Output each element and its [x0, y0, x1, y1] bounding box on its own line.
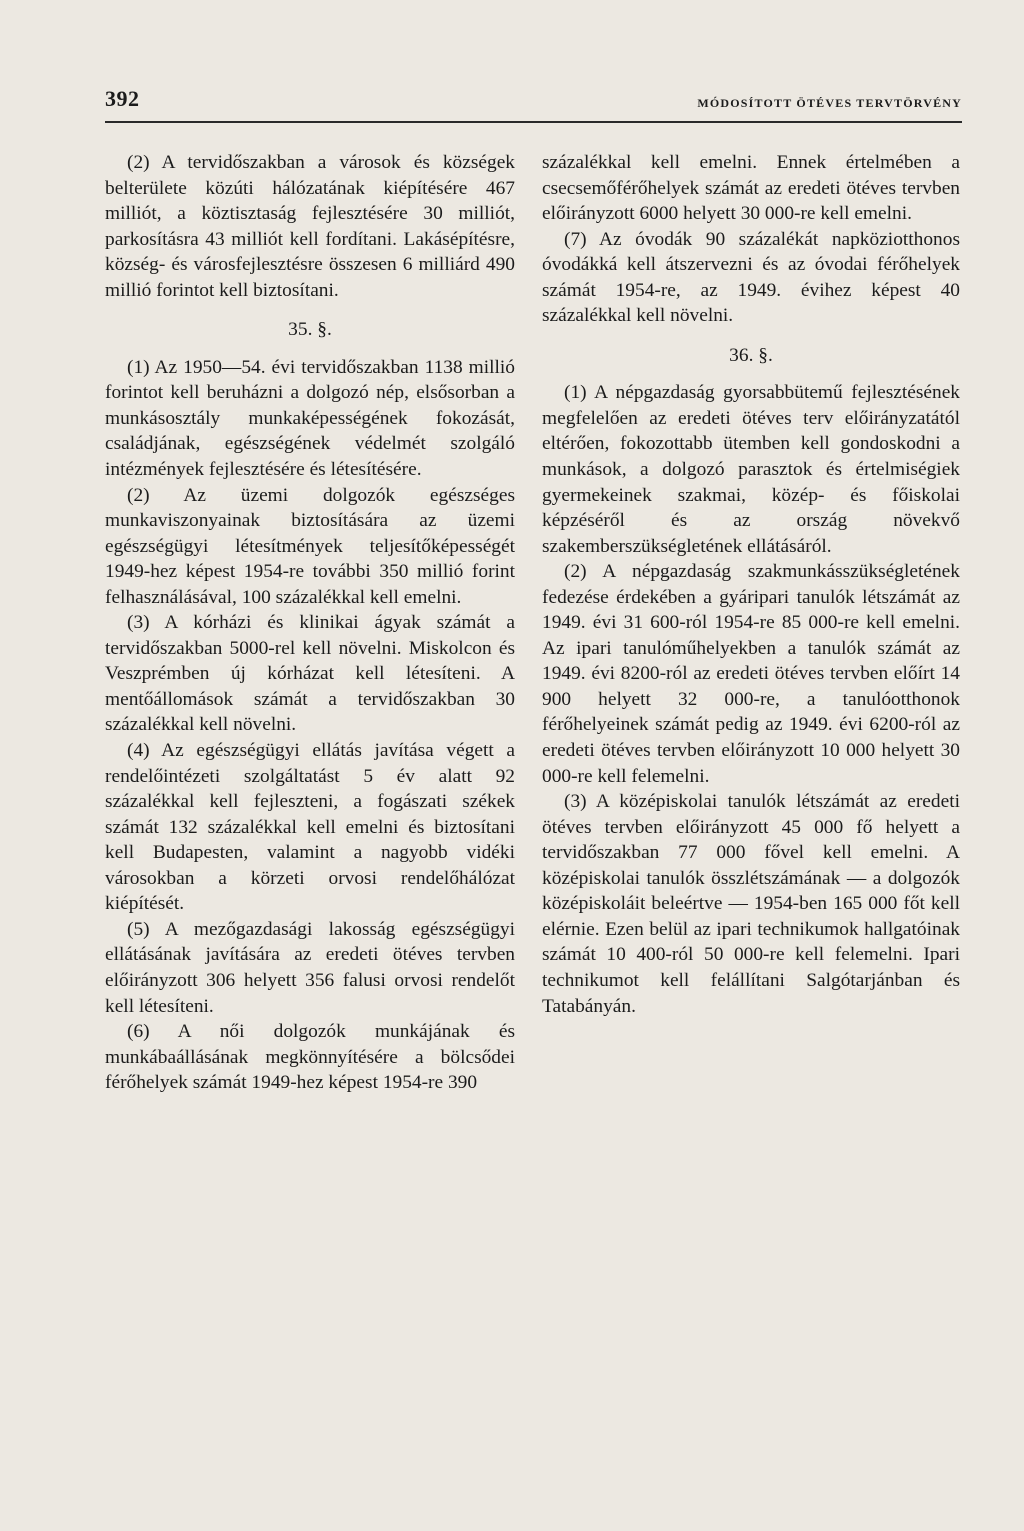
paragraph: (1) A népgazdaság gyorsabbütemű fejlesztésének megfelelően az eredeti ötéves terv előirányzatától eltérően, fokozottabb ütemben kell gondoskodni a munkások, a dolgozó parasztok és értelmiségiek gyermekeinek szakmai, közép- és főiskolai képzéséről és az ország növekvő szakemberszükségletének ellátásáról. [542, 382, 960, 557]
page-number: 392 [105, 86, 140, 111]
section-heading: 35. §. [288, 319, 332, 341]
right-column [542, 150, 960, 1019]
paragraph: (2) A népgazdaság szakmunkásszükségletének fedezése érdekében a gyáripari tanulók létszámát az 1949. évi 31 600-ról 1954-re 85 000-re kell emelni. Az ipari tanulóműhelyekben a tanulók számát az 1949. évi 8200-ról az eredeti ötéves tervben előírt 14 900 helyett 32 000-re, a tanulóotthonok férőhelyeinek számát pedig az 1949. évi 6200-ról az eredeti ötéves tervben előirányzott 10 000 helyett 30 000-re kell felemelni. [542, 561, 960, 787]
section-heading: 36. §. [729, 344, 773, 366]
paragraph: (3) A kórházi és klinikai ágyak számát a tervidőszakban 5000-rel kell növelni. Miskolcon és Veszprémben új kórházat kell létesíteni. A mentőállomások számát a tervidőszakban 30 százalékkal kell növelni. [105, 612, 515, 736]
paragraph: (4) Az egészségügyi ellátás javítása végett a rendelőintézeti szolgáltatást 5 év alatt 92 százalékkal kell fejleszteni, a fogászati székek számát 132 százalékkal kell emelni és biztosítani kell Budapesten, valamint a nagyobb vidéki városokban a körzeti orvosi rendelőhálózat kiépítését. [105, 740, 515, 915]
paragraph: (1) Az 1950—54. évi tervidőszakban 1138 millió forintot kell beruházni a dolgozó nép, elsősorban a munkásosztály munkaképességének fokozását, családjának, egészségének védelmét szolgáló intézmények fejlesztésére és létesítésére. [105, 356, 515, 481]
paragraph: (3) A középiskolai tanulók létszámát az eredeti ötéves tervben előirányzott 45 000 fő helyett a tervidőszakban 77 000 fővel kell emelni. A középiskolai tanulók összlétszámának — a dolgozók középiskoláit beleértve — 1954-ben 165 000 főt kell elérnie. Ezen belül az ipari technikumok hallgatóinak számát 10 400-ról 50 000-re kell felemelni. Ipari technikumot kell felállítani Salgótarjánban és Tatabányán. [542, 791, 960, 1017]
paragraph: (6) A női dolgozók munkájának és munkábaállásának megkönnyítésére a bölcsődei férőhelyek számát 1949-hez képest 1954-re 390 [105, 1021, 515, 1094]
paragraph: (2) A tervidőszakban a városok és községek belterülete közúti hálózatának kiépítésére 467 milliót, a köztisztaság fejlesztésére 30 milliót, parkosításra 43 milliót kell fordítani. Lakásépítésre, község- és városfejlesztésre összesen 6 milliárd 490 millió forintot kell biztosítani. [105, 152, 515, 301]
header-rule [105, 121, 962, 123]
paragraph: (5) A mezőgazdasági lakosság egészségügyi ellátásának javítására az eredeti ötéves tervben előirányzott 306 helyett 356 falusi orvosi rendelőt kell létesíteni. [105, 918, 515, 1017]
paragraph: (7) Az óvodák 90 százalékát napköziotthonos óvodákká kell átszervezni és az óvodai férőhelyek számát 1954-re, az 1949. évihez képest 40 százalékkal kell növelni. [542, 228, 960, 327]
paragraph: százalékkal kell emelni. Ennek értelmében a csecsemőférőhelyek számát az eredeti ötéves tervben előirányzott 6000 helyett 30 000-re kell emelni. [542, 152, 960, 225]
left-column [105, 150, 515, 1096]
paragraph: (2) Az üzemi dolgozók egészséges munkaviszonyainak biztosítására az üzemi egészségügyi létesítmények teljesítőképességét 1949-hez képest 1954-re további 350 millió forint felhasználásával, 100 százalékkal kell emelni. [105, 484, 515, 608]
running-head: MÓDOSÍTOTT ÖTÉVES TERVTÖRVÉNY [697, 96, 962, 110]
